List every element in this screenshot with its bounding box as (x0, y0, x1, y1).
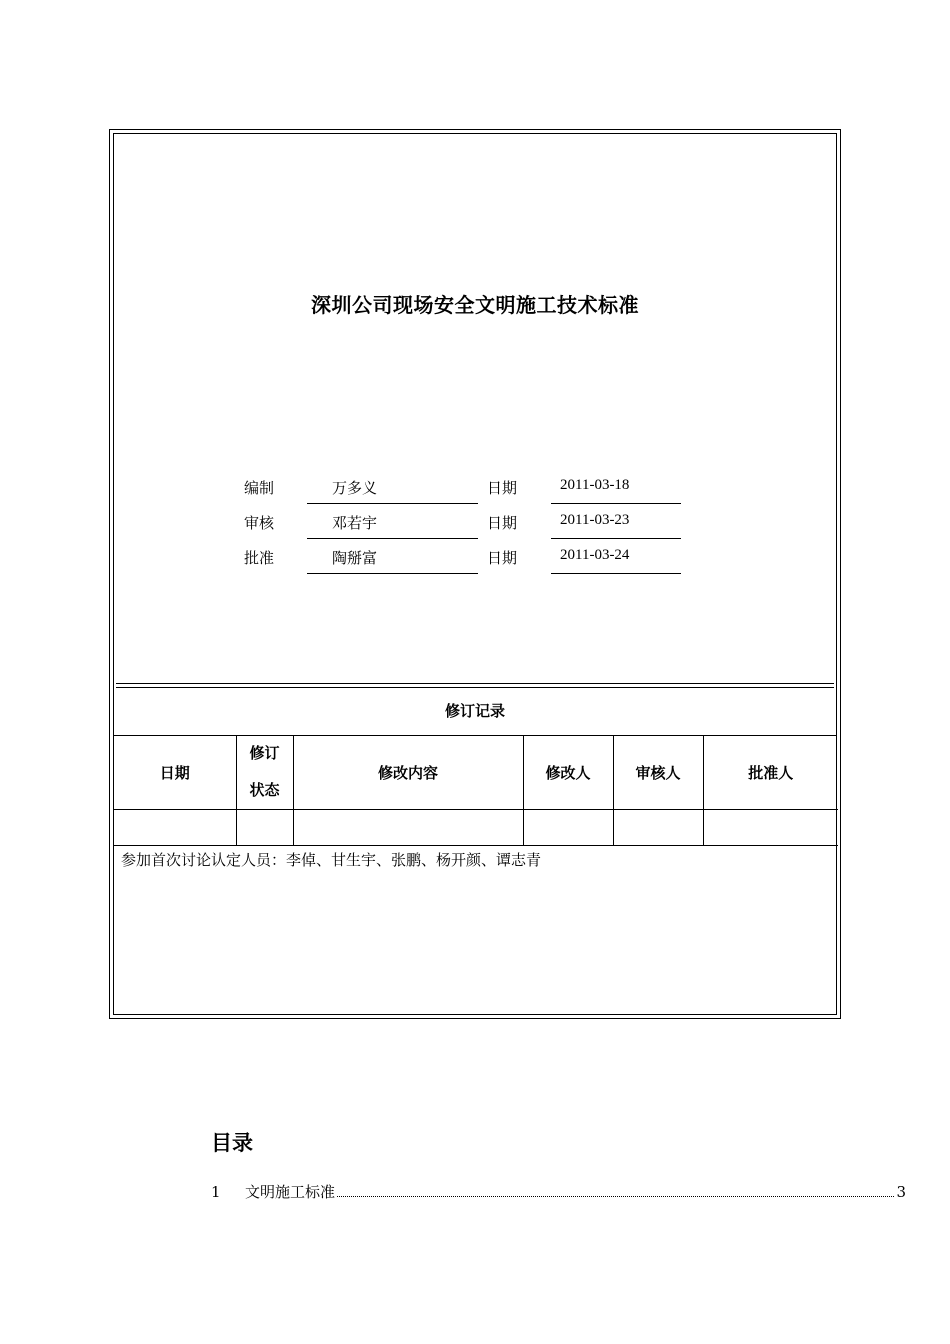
signoff-name: 万多义 (332, 479, 378, 497)
col-reviewer: 审核人 (613, 735, 703, 810)
col-modifier: 修改人 (523, 735, 613, 810)
signoff-role: 编制 (244, 479, 275, 497)
col-status-line1: 修订 (249, 744, 280, 762)
signoff-name: 邓若宇 (332, 514, 378, 532)
table-cell (523, 810, 613, 846)
signoff-date: 2011-03-24 (560, 547, 630, 563)
signoff-row-compile (114, 471, 836, 501)
revision-record-header: 修订记录 (114, 687, 836, 736)
cover-inner-frame (113, 133, 837, 1015)
table-cell (236, 810, 293, 846)
date-line (551, 538, 681, 539)
signoff-row-review (114, 506, 836, 536)
col-change-content: 修改内容 (293, 735, 523, 810)
revision-table (114, 735, 838, 846)
table-cell (114, 810, 236, 846)
toc-entry-text: 文明施工标准 (245, 1183, 336, 1201)
table-row (114, 810, 838, 846)
toc-dot-leader (337, 1184, 894, 1197)
signature-line (307, 538, 478, 539)
revision-table-header-row (114, 735, 838, 810)
cover-box (109, 129, 841, 1019)
signoff-row-approve (114, 541, 836, 571)
toc-entry-number: 1 (211, 1183, 221, 1201)
document-title: 深圳公司现场安全文明施工技术标准 (311, 293, 639, 317)
signoff-date: 2011-03-18 (560, 477, 630, 493)
signoff-date-label: 日期 (487, 549, 518, 567)
signoff-date-label: 日期 (487, 514, 518, 532)
signoff-date-label: 日期 (487, 479, 518, 497)
signature-line (307, 573, 478, 574)
signoff-name: 陶掰富 (332, 549, 378, 567)
signoff-date: 2011-03-23 (560, 512, 630, 528)
toc-entry[interactable] (211, 1181, 906, 1203)
signoff-role: 批准 (244, 549, 275, 567)
date-line (551, 573, 681, 574)
participants-note: 参加首次讨论认定人员：李倬、甘生宇、张鹏、杨开颜、谭志青 (121, 851, 542, 869)
table-cell (703, 810, 838, 846)
col-status-line2: 状态 (249, 781, 280, 799)
signature-line (307, 503, 478, 504)
col-approver: 批准人 (703, 735, 838, 810)
table-cell (293, 810, 523, 846)
col-revision-status (236, 735, 293, 810)
table-cell (613, 810, 703, 846)
toc-title: 目录 (211, 1131, 253, 1155)
col-date: 日期 (114, 735, 236, 810)
toc-entry-page: 3 (896, 1183, 906, 1201)
date-line (551, 503, 681, 504)
signoff-role: 审核 (244, 514, 275, 532)
